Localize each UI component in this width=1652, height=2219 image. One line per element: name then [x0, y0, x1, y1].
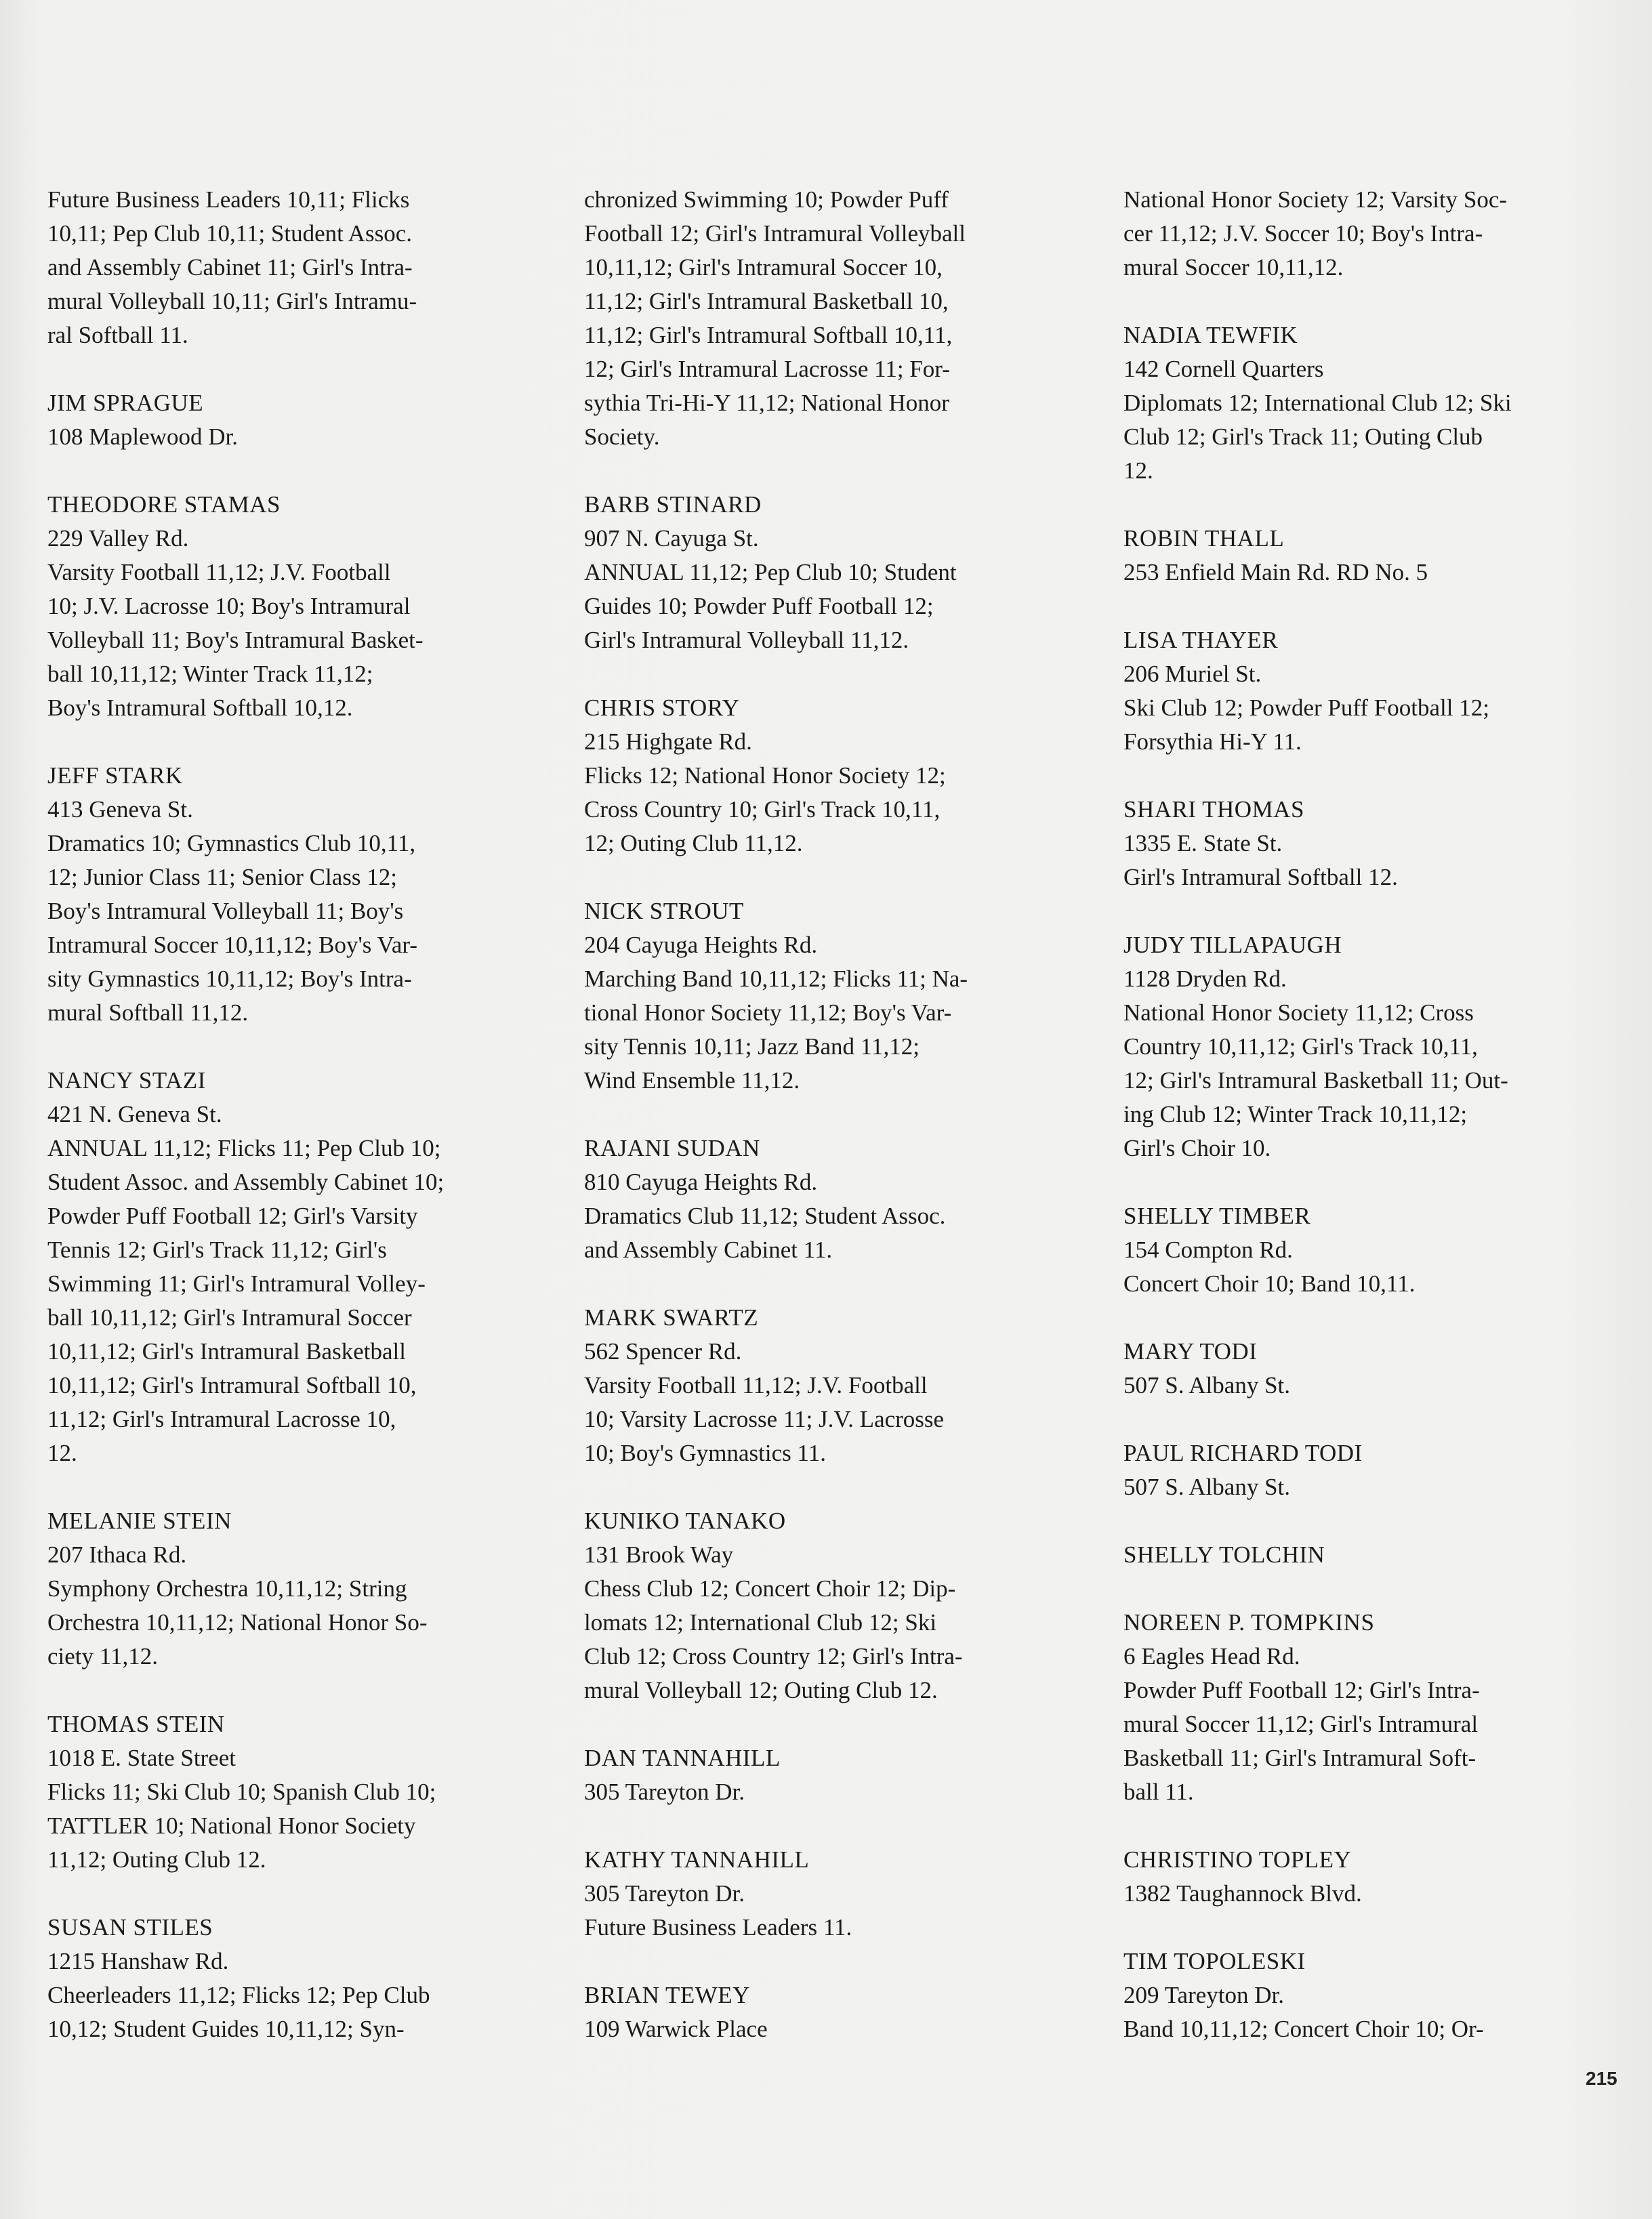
activity-line: mural Softball 11,12. [47, 999, 249, 1026]
activity-line: Boy's Intramural Softball 10,12. [47, 694, 353, 721]
student-address: 1335 E. State St. [1123, 830, 1283, 856]
activity-line: Club 12; Cross Country 12; Girl's Intra- [584, 1643, 963, 1670]
activity-line: Country 10,11,12; Girl's Track 10,11, [1123, 1033, 1478, 1060]
activity-line: Society. [584, 423, 660, 450]
activity-line: sity Gymnastics 10,11,12; Boy's Intra- [47, 966, 412, 992]
activity-line: National Honor Society 11,12; Cross [1123, 999, 1474, 1026]
student-name: THEODORE STAMAS [47, 491, 281, 518]
activity-line: chronized Swimming 10; Powder Puff [584, 186, 949, 213]
student-entry [1123, 1436, 1605, 1504]
student-name: ROBIN THALL [1123, 525, 1285, 552]
student-address: 6 Eagles Head Rd. [1123, 1643, 1300, 1670]
student-address: 305 Tareyton Dr. [584, 1779, 745, 1805]
student-entry [47, 488, 529, 725]
student-address: 562 Spencer Rd. [584, 1338, 742, 1365]
activity-line: 10,11,12; Girl's Intramural Basketball [47, 1338, 406, 1365]
student-name: BARB STINARD [584, 491, 762, 518]
activity-line: Ski Club 12; Powder Puff Football 12; [1123, 694, 1489, 721]
student-name: MELANIE STEIN [47, 1508, 232, 1534]
column-3 [1123, 183, 1605, 2046]
student-address: 207 Ithaca Rd. [47, 1541, 187, 1568]
activity-line: 11,12; Girl's Intramural Lacrosse 10, [47, 1406, 396, 1432]
activity-line: Future Business Leaders 10,11; Flicks [47, 186, 410, 213]
activity-line: Tennis 12; Girl's Track 11,12; Girl's [47, 1237, 387, 1263]
activity-line: 10; J.V. Lacrosse 10; Boy's Intramural [47, 593, 411, 619]
activity-line: 12; Girl's Intramural Basketball 11; Out- [1123, 1067, 1508, 1094]
activity-line: Diplomats 12; International Club 12; Ski [1123, 390, 1512, 416]
student-name: SHELLY TIMBER [1123, 1203, 1311, 1229]
activity-line: 10,12; Student Guides 10,11,12; Syn- [47, 2016, 405, 2042]
activity-line: mural Volleyball 12; Outing Club 12. [584, 1677, 938, 1703]
student-address: 142 Cornell Quarters [1123, 356, 1324, 382]
activity-line: Flicks 11; Ski Club 10; Spanish Club 10; [47, 1779, 436, 1805]
activity-line: Concert Choir 10; Band 10,11. [1123, 1270, 1416, 1297]
activity-line: ciety 11,12. [47, 1643, 158, 1670]
activity-line: Powder Puff Football 12; Girl's Varsity [47, 1203, 418, 1229]
activity-line: sythia Tri-Hi-Y 11,12; National Honor [584, 390, 949, 416]
student-entry [1123, 1199, 1605, 1301]
student-entry [47, 183, 529, 352]
activity-line: Orchestra 10,11,12; National Honor So- [47, 1609, 428, 1636]
student-address: 131 Brook Way [584, 1541, 734, 1568]
student-entry [584, 1843, 1065, 1945]
student-entry [47, 1504, 529, 1674]
student-entry [584, 894, 1065, 1098]
student-entry [584, 1132, 1065, 1267]
student-entry [1123, 1335, 1605, 1403]
activity-line: 12. [1123, 457, 1153, 484]
student-name: JIM SPRAGUE [47, 390, 204, 416]
student-name: BRIAN TEWEY [584, 1982, 750, 2008]
activity-line: Flicks 12; National Honor Society 12; [584, 762, 946, 789]
student-address: 810 Cayuga Heights Rd. [584, 1169, 818, 1195]
activity-line: Wind Ensemble 11,12. [584, 1067, 800, 1094]
activity-line: Cheerleaders 11,12; Flicks 12; Pep Club [47, 1982, 430, 2008]
student-name: CHRISTINO TOPLEY [1123, 1846, 1352, 1873]
student-name: SHELLY TOLCHIN [1123, 1541, 1325, 1568]
student-name: MARY TODI [1123, 1338, 1258, 1365]
activity-line: ANNUAL 11,12; Flicks 11; Pep Club 10; [47, 1135, 441, 1161]
activity-line: 10; Boy's Gymnastics 11. [584, 1440, 826, 1466]
activity-line: Varsity Football 11,12; J.V. Football [47, 559, 391, 585]
student-address: 206 Muriel St. [1123, 661, 1262, 687]
activity-line: Cross Country 10; Girl's Track 10,11, [584, 796, 941, 823]
activity-line: 11,12; Girl's Intramural Softball 10,11, [584, 322, 953, 348]
student-address: 209 Tareyton Dr. [1123, 1982, 1285, 2008]
student-entry [1123, 1843, 1605, 1911]
student-address: 413 Geneva St. [47, 796, 193, 823]
activity-line: lomats 12; International Club 12; Ski [584, 1609, 937, 1636]
student-entry [584, 1741, 1065, 1809]
activity-line: Forsythia Hi-Y 11. [1123, 728, 1302, 755]
activity-line: cer 11,12; J.V. Soccer 10; Boy's Intra- [1123, 220, 1483, 247]
activity-line: ral Softball 11. [47, 322, 188, 348]
student-address: 1018 E. State Street [47, 1745, 236, 1771]
student-address: 507 S. Albany St. [1123, 1474, 1291, 1500]
student-entry [1123, 318, 1605, 488]
activity-line: ANNUAL 11,12; Pep Club 10; Student [584, 559, 957, 585]
student-name: LISA THAYER [1123, 627, 1279, 653]
activity-line: Girl's Intramural Softball 12. [1123, 864, 1398, 890]
activity-line: 11,12; Girl's Intramural Basketball 10, [584, 288, 949, 314]
student-name: SHARI THOMAS [1123, 796, 1304, 823]
student-name: NADIA TEWFIK [1123, 322, 1298, 348]
activity-line: ing Club 12; Winter Track 10,11,12; [1123, 1101, 1468, 1127]
student-name: NANCY STAZI [47, 1067, 206, 1094]
activity-line: tional Honor Society 11,12; Boy's Var- [584, 999, 952, 1026]
activity-line: 12; Junior Class 11; Senior Class 12; [47, 864, 397, 890]
student-address: 1382 Taughannock Blvd. [1123, 1880, 1362, 1907]
activity-line: and Assembly Cabinet 11; Girl's Intra- [47, 254, 413, 281]
activity-line: 11,12; Outing Club 12. [47, 1846, 266, 1873]
activity-line: Girl's Choir 10. [1123, 1135, 1271, 1161]
activity-line: Girl's Intramural Volleyball 11,12. [584, 627, 909, 653]
student-name: MARK SWARTZ [584, 1304, 759, 1331]
student-name: DAN TANNAHILL [584, 1745, 781, 1771]
student-entry [584, 691, 1065, 860]
student-address: 109 Warwick Place [584, 2016, 768, 2042]
activity-line: Guides 10; Powder Puff Football 12; [584, 593, 934, 619]
student-name: THOMAS STEIN [47, 1711, 225, 1737]
student-entry [1123, 183, 1605, 285]
student-address: 108 Maplewood Dr. [47, 423, 238, 450]
activity-line: Chess Club 12; Concert Choir 12; Dip- [584, 1575, 956, 1602]
student-entry [1123, 1538, 1605, 1572]
column-2 [584, 183, 1065, 2046]
activity-line: and Assembly Cabinet 11. [584, 1237, 833, 1263]
activity-line: 12; Outing Club 11,12. [584, 830, 803, 856]
activity-line: 12; Girl's Intramural Lacrosse 11; For- [584, 356, 950, 382]
activity-line: National Honor Society 12; Varsity Soc- [1123, 186, 1508, 213]
activity-line: 12. [47, 1440, 77, 1466]
activity-line: Dramatics Club 11,12; Student Assoc. [584, 1203, 946, 1229]
activity-line: 10,11,12; Girl's Intramural Soccer 10, [584, 254, 943, 281]
student-name: PAUL RICHARD TODI [1123, 1440, 1363, 1466]
activity-line: ball 11. [1123, 1779, 1194, 1805]
column-1 [47, 183, 529, 2046]
student-entry [1123, 522, 1605, 589]
student-name: JEFF STARK [47, 762, 183, 789]
student-entry [584, 1301, 1065, 1470]
student-address: 305 Tareyton Dr. [584, 1880, 745, 1907]
student-entry [584, 183, 1065, 454]
student-address: 229 Valley Rd. [47, 525, 189, 552]
activity-line: Student Assoc. and Assembly Cabinet 10; [47, 1169, 445, 1195]
activity-line: mural Soccer 10,11,12. [1123, 254, 1344, 281]
student-address: 154 Compton Rd. [1123, 1237, 1293, 1263]
activity-line: Club 12; Girl's Track 11; Outing Club [1123, 423, 1483, 450]
activity-line: 10,11,12; Girl's Intramural Softball 10, [47, 1372, 417, 1398]
student-entry [584, 488, 1065, 657]
activity-line: sity Tennis 10,11; Jazz Band 11,12; [584, 1033, 920, 1060]
student-name: RAJANI SUDAN [584, 1135, 760, 1161]
student-entry [584, 1504, 1065, 1707]
student-name: SUSAN STILES [47, 1914, 213, 1941]
activity-line: Swimming 11; Girl's Intramural Volley- [47, 1270, 426, 1297]
student-address: 1215 Hanshaw Rd. [47, 1948, 229, 1974]
activity-line: Band 10,11,12; Concert Choir 10; Or- [1123, 2016, 1484, 2042]
student-entry [47, 759, 529, 1030]
student-entry [1123, 1606, 1605, 1809]
activity-line: 10,11; Pep Club 10,11; Student Assoc. [47, 220, 412, 247]
student-name: CHRIS STORY [584, 694, 740, 721]
student-entry [47, 1911, 529, 2046]
activity-line: mural Soccer 11,12; Girl's Intramural [1123, 1711, 1479, 1737]
student-address: 1128 Dryden Rd. [1123, 966, 1287, 992]
activity-line: Powder Puff Football 12; Girl's Intra- [1123, 1677, 1480, 1703]
student-entry [1123, 928, 1605, 1165]
activity-line: Football 12; Girl's Intramural Volleyball [584, 220, 966, 247]
student-entry [1123, 1945, 1605, 2046]
activity-line: ball 10,11,12; Winter Track 11,12; [47, 661, 373, 687]
student-entry [1123, 623, 1605, 759]
activity-line: Boy's Intramural Volleyball 11; Boy's [47, 898, 404, 924]
activity-line: Intramural Soccer 10,11,12; Boy's Var- [47, 932, 418, 958]
activity-line: 10; Varsity Lacrosse 11; J.V. Lacrosse [584, 1406, 945, 1432]
student-address: 421 N. Geneva St. [47, 1101, 222, 1127]
student-name: KUNIKO TANAKO [584, 1508, 786, 1534]
activity-line: Symphony Orchestra 10,11,12; String [47, 1575, 407, 1602]
student-entry [584, 1978, 1065, 2046]
student-name: JUDY TILLAPAUGH [1123, 932, 1342, 958]
student-name: KATHY TANNAHILL [584, 1846, 810, 1873]
student-name: NICK STROUT [584, 898, 744, 924]
activity-line: Dramatics 10; Gymnastics Club 10,11, [47, 830, 416, 856]
student-address: 507 S. Albany St. [1123, 1372, 1291, 1398]
student-entry [1123, 793, 1605, 894]
student-name: TIM TOPOLESKI [1123, 1948, 1306, 1974]
page-number: 215 [1586, 2068, 1617, 2089]
activity-line: Basketball 11; Girl's Intramural Soft- [1123, 1745, 1477, 1771]
activity-line: TATTLER 10; National Honor Society [47, 1812, 416, 1839]
activity-line: Future Business Leaders 11. [584, 1914, 852, 1941]
activity-line: Varsity Football 11,12; J.V. Football [584, 1372, 928, 1398]
activity-line: mural Volleyball 10,11; Girl's Intramu- [47, 288, 417, 314]
student-name: NOREEN P. TOMPKINS [1123, 1609, 1375, 1636]
student-entry [47, 386, 529, 454]
activity-line: Volleyball 11; Boy's Intramural Basket- [47, 627, 424, 653]
student-address: 253 Enfield Main Rd. RD No. 5 [1123, 559, 1428, 585]
student-entry [47, 1707, 529, 1877]
student-address: 215 Highgate Rd. [584, 728, 752, 755]
activity-line: Marching Band 10,11,12; Flicks 11; Na- [584, 966, 968, 992]
activity-line: ball 10,11,12; Girl's Intramural Soccer [47, 1304, 412, 1331]
student-address: 204 Cayuga Heights Rd. [584, 932, 818, 958]
student-entry [47, 1064, 529, 1470]
student-address: 907 N. Cayuga St. [584, 525, 759, 552]
